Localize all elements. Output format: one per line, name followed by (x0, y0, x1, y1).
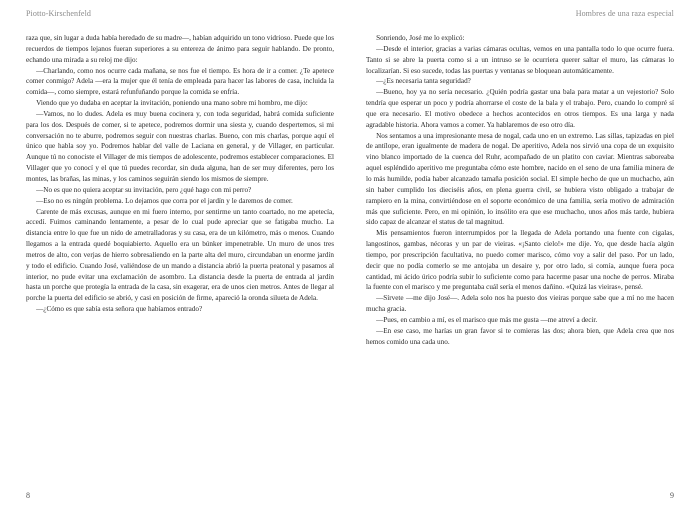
paragraph: —Bueno, hoy ya no sería necesario. ¿Quién podría gastar una bala para matar a un vejestorio? Solo tendría que esperar un poco y podría ahorrarse el coste de la bala y el trabajo. Pero, cuando lo compré sí que era necesario. El motivo obedece a hechos acontecidos en otros tiempos. Es una larga y nada agradable historia. Ahora vamos a comer. Ya hablaremos de eso otro día. (366, 88, 674, 129)
paragraph: Nos sentamos a una impresionante mesa de nogal, cada uno en un extremo. Las sillas, tapizadas en piel de antílope, eran igualmente de madera de nogal. De aperitivo, Adela nos sirvió una copa de un exquisito vino blanco importado de la cuenca del Ruhr, acompañado de un platito con caviar. Mientras saboreaba aquel espléndido aperitivo me preguntaba cómo este hombre, nacido en el seno de una familia minera de lo más humilde, podía haber alcanzado tamaña posición social. El simple hecho de que un muchacho, aún sin haber cumplido los dieciséis años, en plena guerra civil, se hubiera visto obligado a trabajar de rampiero en la mina, convirtiéndose en el soporte económico de una familia, sería motivo de admiración más que suficiente. Pero, en mi opinión, lo insólito era que ese muchacho, unos años más tarde, hubiera sido capaz de alcanzar el status de tal magnitud. (366, 131, 674, 227)
left-page-body (26, 33, 334, 315)
running-head-left: Piotto-Kirschenfeld (26, 9, 91, 18)
paragraph: —¿Es necesaria tanta seguridad? (376, 77, 471, 86)
paragraph: —En ese caso, me harías un gran favor si te comieras las dos; ahora bien, que Adela crea que nos hemos comido una cada uno. (366, 326, 674, 346)
paragraph: —Sírvete —me dijo José—. Adela solo nos ha puesto dos vieiras porque sabe que a mí no me hacen mucha gracia. (366, 294, 674, 314)
page-number-left: 8 (26, 491, 30, 500)
paragraph: —Desde el interior, gracias a varias cámaras ocultas, vemos en una pantalla todo lo que ocurre fuera. Tanto si se abre la puerta como si a un intruso se le ocurriera querer saltar el muro, las cámaras lo localizarían. Si eso sucede, todas las puertas y ventanas se bloquean automáticamente. (366, 44, 674, 75)
paragraph: —Eso no es ningún problema. Lo dejamos que corra por el jardín y le daremos de comer. (36, 196, 293, 205)
paragraph: Carente de más excusas, aunque en mi fuero interno, por sentirme un tanto coartado, no me apetecía, accedí. Fuimos caminando lentamente, a pesar de lo cual pude apreciar que se fatigaba mucho. La distancia entre lo que fue un nido de ametralladoras y su casa, era de un kilómetro, más o menos. Cuando llegamos a la entrada quedé boquiabierto. Aquello era un búnker impenetrable. Un muro de unos tres metros de alto, con verjas de hierro sobresaliendo en la parte alta del muro, circundaban un enorme jardín y todo el edificio. Cuando José, valiéndose de un mando a distancia abrió la puerta peatonal y pasamos al interior, no pude evitar una exclamación de asombro. La distancia desde la puerta de entrada al jardín hasta un porche que protegía la entrada de la casa, sin exagerar, era de unos cien metros. Antes de llegar al porche la puerta del edificio se abrió, y casi en posición de firme, apareció la oronda silueta de Adela. (26, 207, 334, 303)
paragraph: —Vamos, no lo dudes. Adela es muy buena cocinera y, con toda seguridad, habrá comida suficiente para los dos. Después de comer, si te apetece, podremos dormir una siesta y, cuando despertemos, si mi conversación no te aburre, podremos seguir con nuestras charlas. Bueno, con mis charlas, porque aquí el único que habla soy yo. Podremos hablar del valle de Laciana en general, y de Villager, en particular. Aunque tú no conociste el Villager de mis tiempos de adolescente, podremos establecer comparaciones. El Villager que yo conocí y el que tú puedes recordar, sin duda alguna, han de ser muy diferentes, pero los montes, las brañas, las minas, y los caminos seguirán siendo los mismos de siempre. (26, 109, 334, 183)
page-number-right: 9 (670, 491, 674, 500)
paragraph: —Charlando, como nos ocurre cada mañana, se nos fue el tiempo. Es hora de ir a comer. ¿Te apetece comer conmigo? Adela —era la mujer que él tenía de empleada para hacer las labores de casa, incluida la comida—, como siempre, estará refunfuñando porque la comida se enfría. (26, 66, 334, 97)
left-page (12, 0, 348, 514)
paragraph: —¿Cómo es que sabía esta señora que habíamos entrado? (36, 305, 203, 314)
right-page-body (366, 33, 674, 347)
paragraph: raza que, sin lugar a duda había heredado de su madre—, habían adquirido un tono vidrioso. Puede que los recuerdos de tiempos lejanos fueran superiores a su entereza de ánimo para seguir hablando. De pronto, echando una mirada a su reloj me dijo: (26, 34, 334, 64)
paragraph: —No es que no quiera aceptar su invitación, pero ¿qué hago con mi perro? (36, 185, 252, 194)
paragraph: Sonriendo, José me lo explicó: (376, 34, 465, 42)
paragraph: —Pues, en cambio a mí, es el marisco que más me gusta —me atreví a decir. (376, 315, 598, 324)
right-page (352, 0, 688, 514)
running-head-right: Hombres de una raza especial (575, 9, 674, 18)
paragraph: Mis pensamientos fueron interrumpidos por la llegada de Adela portando una fuente con cigalas, langostinos, gambas, nécoras y un par de vieiras. «¡Santo cielo!» me dije. Yo, que desde hacía algún tiempo, por prescripción facultativa, no puedo comer marisco, cómo voy a salir del paso. Por un lado, decir que no podía comerlo se me antojaba un desaire y, por otro lado, si comía, aunque fuera poca cantidad, mi ácido úrico podría subir lo suficiente como para hacerme pasar una noche de perros. Miraba la fuente con el marisco y me preguntaba cuál sería el menos dañino. «Quizá las vieiras», pensé. (366, 229, 674, 292)
paragraph: Viendo que yo dudaba en aceptar la invitación, poniendo una mano sobre mi hombro, me dijo: (36, 99, 308, 108)
